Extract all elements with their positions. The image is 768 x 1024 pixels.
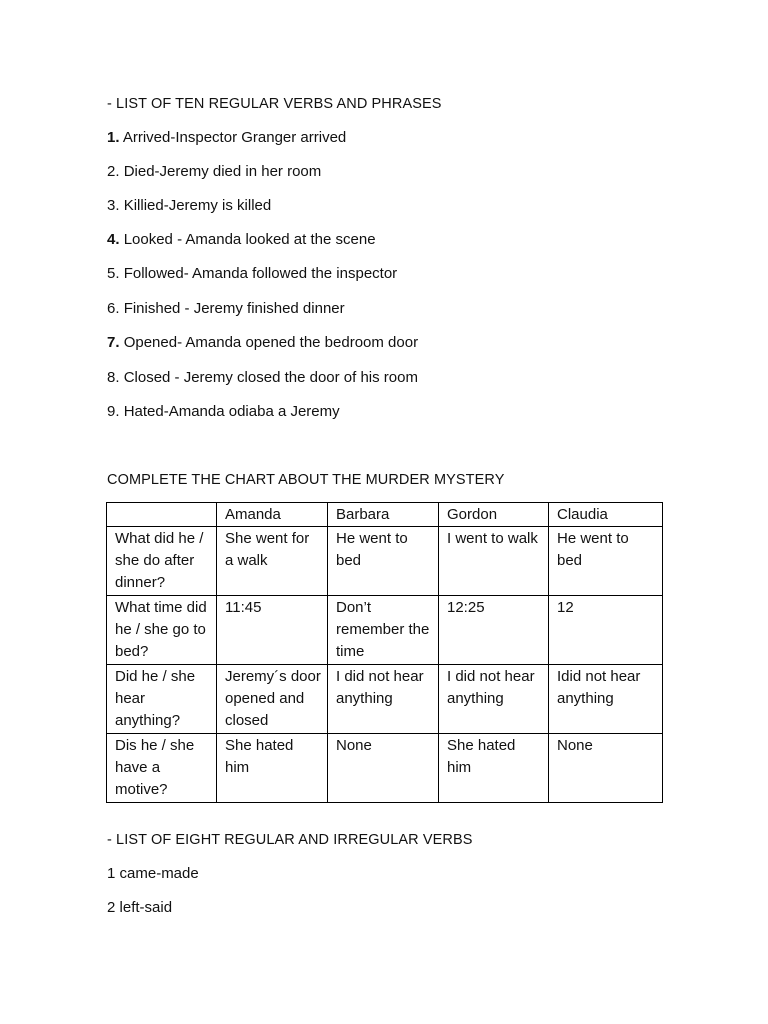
list-item	[107, 864, 199, 884]
item-number: 6.	[107, 300, 120, 317]
item-text: came-made	[119, 865, 199, 882]
item-text: left-said	[119, 899, 173, 916]
item-number: 1	[107, 865, 116, 882]
list-item	[107, 196, 271, 216]
item-text: Hated-Amanda odiaba a Jeremy	[123, 403, 340, 420]
header-cell: Amanda	[217, 503, 328, 527]
table-cell: He went to bed	[549, 527, 663, 596]
table-cell: Don’t remember the time	[328, 596, 439, 665]
list-item	[107, 299, 345, 319]
list-item	[107, 333, 418, 353]
item-number: 4.	[107, 231, 120, 248]
row-question-cell: Dis he / she have a motive?	[107, 734, 217, 803]
table-cell: She hated him	[439, 734, 549, 803]
header-cell: Claudia	[549, 503, 663, 527]
item-text: Finished - Jeremy finished dinner	[123, 300, 345, 317]
table-cell: I did not hear anything	[439, 665, 549, 734]
table-row	[107, 527, 663, 596]
row-question-cell: What time did he / she go to bed?	[107, 596, 217, 665]
item-number: 9.	[107, 403, 120, 420]
table-cell: She went for a walk	[217, 527, 328, 596]
item-text: Closed - Jeremy closed the door of his room	[123, 369, 418, 386]
list-item	[107, 368, 418, 388]
table-cell: He went to bed	[328, 527, 439, 596]
item-text: Looked - Amanda looked at the scene	[123, 231, 376, 248]
table-cell: 12:25	[439, 596, 549, 665]
section-heading-irregular-verbs: - LIST OF EIGHT REGULAR AND IRREGULAR VERBS	[107, 832, 473, 848]
list-item	[107, 128, 346, 148]
section-heading-regular-verbs: - LIST OF TEN REGULAR VERBS AND PHRASES	[107, 96, 442, 112]
list-item	[107, 264, 397, 284]
table-cell: None	[549, 734, 663, 803]
list-item	[107, 898, 172, 918]
item-text: Killied-Jeremy is killed	[123, 197, 272, 214]
item-number: 3.	[107, 197, 120, 214]
item-number: 2	[107, 899, 116, 916]
table-row	[107, 734, 663, 803]
list-item	[107, 162, 321, 182]
list-item	[107, 230, 376, 250]
header-cell	[107, 503, 217, 527]
row-question-cell: Did he / she hear anything?	[107, 665, 217, 734]
murder-mystery-table	[106, 502, 663, 803]
table-row	[107, 596, 663, 665]
table-cell: I did not hear anything	[328, 665, 439, 734]
item-text: Opened- Amanda opened the bedroom door	[123, 334, 419, 351]
item-text: Died-Jeremy died in her room	[123, 163, 322, 180]
table-cell: Idid not hear anything	[549, 665, 663, 734]
item-number: 1.	[107, 129, 120, 146]
item-text: Arrived-Inspector Granger arrived	[122, 129, 347, 146]
table-cell: Jeremy´s door opened and closed	[217, 665, 328, 734]
item-number: 7.	[107, 334, 120, 351]
section-heading-murder-chart: COMPLETE THE CHART ABOUT THE MURDER MYSTERY	[107, 472, 505, 488]
header-cell: Barbara	[328, 503, 439, 527]
table-cell: 12	[549, 596, 663, 665]
item-text: Followed- Amanda followed the inspector	[123, 265, 398, 282]
table-row	[107, 665, 663, 734]
row-question-cell: What did he / she do after dinner?	[107, 527, 217, 596]
table-cell: None	[328, 734, 439, 803]
header-cell: Gordon	[439, 503, 549, 527]
item-number: 5.	[107, 265, 120, 282]
list-item	[107, 402, 340, 422]
item-number: 8.	[107, 369, 120, 386]
table-header-row	[107, 503, 663, 527]
table-cell: I went to walk	[439, 527, 549, 596]
table-cell: She hated him	[217, 734, 328, 803]
table-cell: 11:45	[217, 596, 328, 665]
item-number: 2.	[107, 163, 120, 180]
